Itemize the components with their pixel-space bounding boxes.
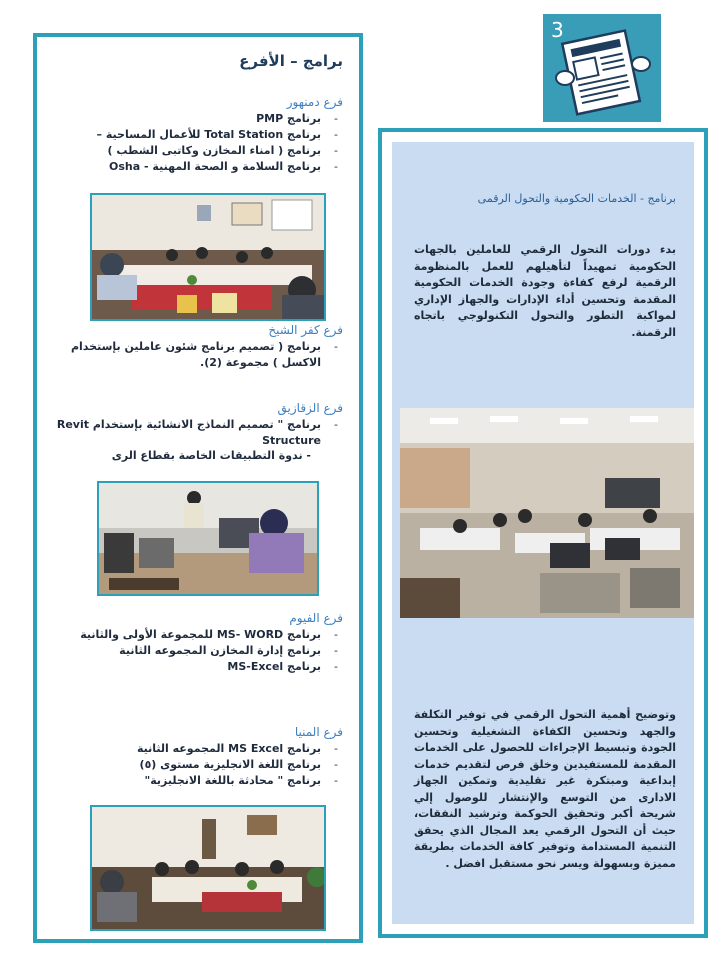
branch-zagazig — [45, 401, 343, 462]
branch-kafr-elsheikh — [45, 323, 343, 371]
training-photo-3 — [90, 805, 326, 931]
training-photo-2 — [97, 481, 319, 596]
list-item: - برنامج ( تصميم برنامج شئون عاملين بإستخدام الاكسل ) مجموعة (2). — [45, 339, 343, 371]
importance-paragraph: وتوضيح أهمية التحول الرقمي في توفير التكلفة والجهد وتحسين الكفاءة التشغيلية وتحسين الجودة وتبسيط الإجراءات للحصول على الخدمات المقدمة للمستفيدين وخلق فرص لتقديم خدمات إبداعية ومبتكرة غير تقليدية وتمكين الجهاز الادارى من التوسع والإنتشار للوصول إلي شريحة أكبر وتحقيق الحوكمة وترشيد النفقات، حيث أن التحول الرقمي يعد المجال الذي يحقق التنمية المستدامة وتوفير كافة الخدمات بطريقة مميزة وبسهولة ويسر نحو مستقبل افضل . — [414, 708, 676, 870]
branch-title: فرع المنيا — [294, 725, 343, 739]
list-item: - برنامج MS- WORD للمجموعة الأولى والثانية — [45, 627, 343, 643]
panel-title: برامج – الأفرع — [239, 52, 343, 70]
digital-transformation-panel — [378, 128, 708, 938]
branch-title: فرع دمنهور — [286, 95, 343, 109]
list-item: - برنامج Total Station للأعمال المساحية – — [45, 127, 343, 143]
list-item: - برنامج PMP — [45, 111, 343, 127]
list-item: - برنامج السلامة و الصحة المهنية - Osha — [45, 159, 343, 175]
training-photo-1 — [90, 193, 326, 321]
intro-paragraph: بدء دورات التحول الرقمي للعاملين بالجهات الحكومية تمهيداً لتأهيلهم للعمل بالمنظومة الرقمية لرفع كفاءة وجودة الخدمات الحكومية المقدمة وتحسين أداء الإدارات والجهاز الإداري لمواكبة التطور والتحول التكنولوجي باتجاه الرقمنة. — [414, 243, 676, 339]
branch-title: فرع كفر الشيخ — [268, 323, 343, 337]
list-item: - برنامج " محادثة باللغة الانجليزية" — [45, 773, 343, 789]
program-title: برنامج - الخدمات الحكومية والتحول الرقمى — [477, 192, 676, 205]
branch-title: فرع الزقازيق — [277, 401, 343, 415]
branch-fayoum — [45, 611, 343, 675]
classroom-photo — [400, 408, 694, 618]
list-subitem: - ندوة التطبيقات الخاصة بقطاع الرى — [111, 449, 311, 462]
branch-title: فرع الفيوم — [289, 611, 343, 625]
list-item: - برنامج ( امناء المخازن وكاتبى الشطب ) — [45, 143, 343, 159]
newspaper-icon — [543, 14, 661, 122]
branch-damanhour — [45, 95, 343, 175]
list-item: - برنامج " تصميم النماذج الانشائية بإستخدام Revit Structure — [45, 417, 343, 449]
branches-panel — [33, 33, 363, 943]
branch-minya — [45, 725, 343, 789]
list-item: - برنامج اللغة الانجليزية مستوى (٥) — [45, 757, 343, 773]
list-item: - برنامج MS-Excel — [45, 659, 343, 675]
list-item: - برنامج MS Excel المجموعه الثانية — [45, 741, 343, 757]
page-number: 3 — [551, 18, 564, 42]
page-number-badge — [543, 14, 661, 122]
list-item: - برنامج إدارة المخازن المجموعه الثانية — [45, 643, 343, 659]
